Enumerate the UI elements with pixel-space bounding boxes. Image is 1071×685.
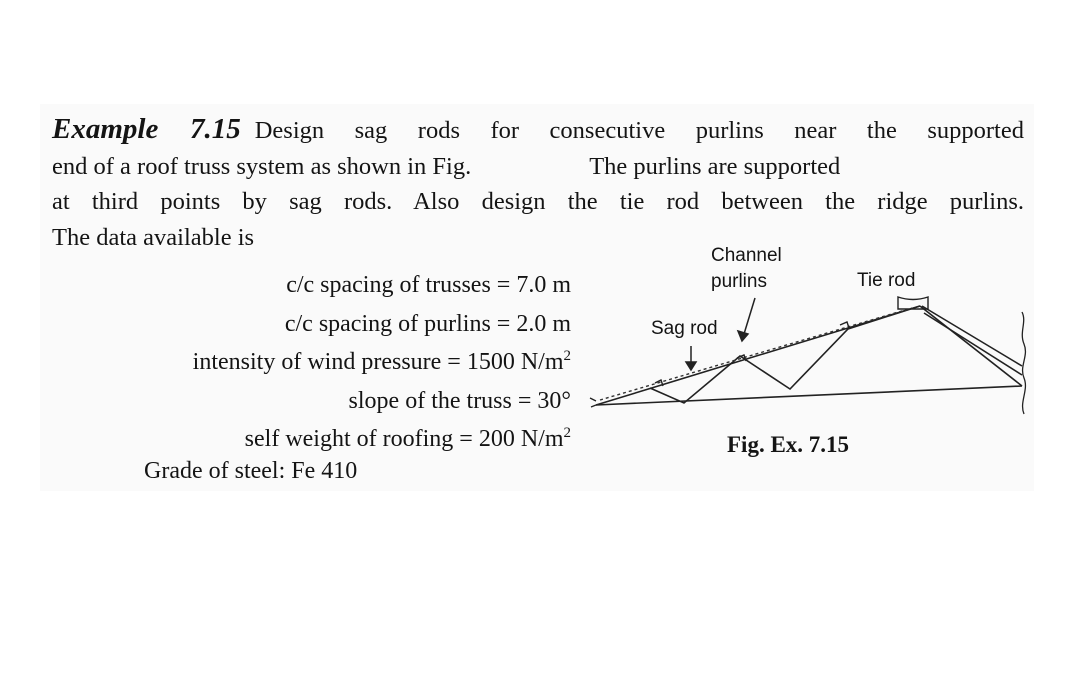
channel-arrow-line — [744, 298, 755, 334]
data-grade: Grade of steel: Fe 410 — [144, 458, 358, 484]
statement-line-2a: end of a roof truss system as shown in Fig. — [52, 152, 472, 180]
sag-rod-label: Sag rod — [651, 318, 718, 339]
bottom-chord — [596, 386, 1022, 405]
figure-caption: Fig. Ex. 7.15 — [727, 432, 850, 457]
wind-pressure-exponent: 2 — [563, 348, 571, 364]
top-chord-right — [922, 306, 1022, 366]
data-truss-spacing: c/c spacing of trusses = 7.0 m — [286, 272, 571, 298]
sag-rod-arrow-head — [686, 362, 696, 370]
statement-line-2b: The purlins are supported — [589, 152, 841, 180]
purlins-label: purlins — [711, 271, 767, 292]
left-support — [590, 398, 596, 407]
right-rafter-inner — [924, 313, 1022, 375]
web-member-vertical — [920, 306, 1022, 386]
data-slope: slope of the truss = 30° — [348, 387, 571, 414]
self-weight-text: self weight of roofing = 200 N/m — [244, 426, 564, 452]
example-label: Example 7.15 — [52, 113, 241, 145]
tie-rod-label: Tie rod — [857, 270, 916, 291]
wind-pressure-text: intensity of wind pressure = 1500 N/m — [192, 349, 564, 375]
statement-line-1-text: Design sag rods for consecutive purlins near the supported — [254, 117, 1024, 144]
statement-line-3: at third points by sag rods. Also design the tie rod between the ridge purlins. — [52, 188, 1024, 215]
channel-arrow-head — [738, 331, 748, 341]
support-wall — [1022, 312, 1025, 414]
sag-rod-dashed-line — [600, 308, 912, 400]
data-purlin-spacing: c/c spacing of purlins = 2.0 m — [284, 310, 571, 337]
channel-label: Channel — [711, 245, 782, 266]
statement-line-4: The data available is — [52, 223, 255, 251]
self-weight-exponent: 2 — [563, 425, 571, 441]
